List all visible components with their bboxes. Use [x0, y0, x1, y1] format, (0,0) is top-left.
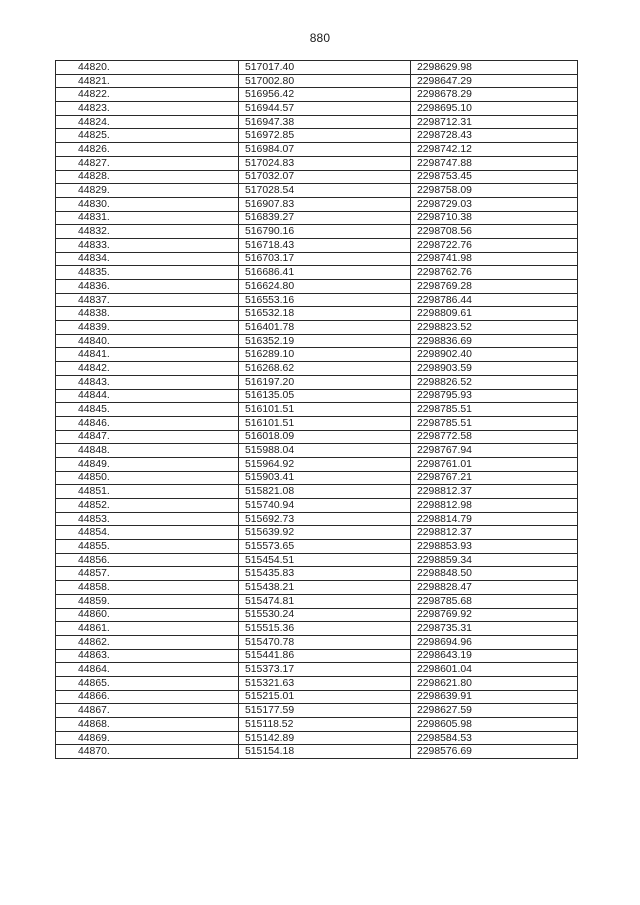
point-number-cell: 44836. — [56, 280, 239, 294]
point-number-cell: 44826. — [56, 143, 239, 157]
x-coordinate-cell: 515470.78 — [239, 635, 411, 649]
y-coordinate-cell: 2298853.93 — [411, 540, 578, 554]
table-row — [56, 526, 578, 540]
table-row — [56, 444, 578, 458]
x-coordinate-cell: 516289.10 — [239, 348, 411, 362]
table-row — [56, 129, 578, 143]
table-row — [56, 567, 578, 581]
x-coordinate-cell: 516553.16 — [239, 293, 411, 307]
table-row — [56, 293, 578, 307]
table-row — [56, 731, 578, 745]
x-coordinate-cell: 515988.04 — [239, 444, 411, 458]
x-coordinate-cell: 516018.09 — [239, 430, 411, 444]
y-coordinate-cell: 2298643.19 — [411, 649, 578, 663]
point-number-cell: 44847. — [56, 430, 239, 444]
y-coordinate-cell: 2298812.98 — [411, 499, 578, 513]
x-coordinate-cell: 516197.20 — [239, 375, 411, 389]
x-coordinate-cell: 516135.05 — [239, 389, 411, 403]
table-row — [56, 348, 578, 362]
point-number-cell: 44851. — [56, 485, 239, 499]
table-row — [56, 362, 578, 376]
x-coordinate-cell: 516268.62 — [239, 362, 411, 376]
point-number-cell: 44866. — [56, 690, 239, 704]
table-row — [56, 211, 578, 225]
x-coordinate-cell: 515821.08 — [239, 485, 411, 499]
x-coordinate-cell: 515474.81 — [239, 594, 411, 608]
y-coordinate-cell: 2298769.92 — [411, 608, 578, 622]
table-row — [56, 430, 578, 444]
table-row — [56, 485, 578, 499]
y-coordinate-cell: 2298772.58 — [411, 430, 578, 444]
point-number-cell: 44852. — [56, 499, 239, 513]
table-row — [56, 334, 578, 348]
y-coordinate-cell: 2298621.80 — [411, 676, 578, 690]
point-number-cell: 44868. — [56, 718, 239, 732]
x-coordinate-cell: 515142.89 — [239, 731, 411, 745]
point-number-cell: 44850. — [56, 471, 239, 485]
point-number-cell: 44859. — [56, 594, 239, 608]
table-row — [56, 540, 578, 554]
y-coordinate-cell: 2298767.21 — [411, 471, 578, 485]
point-number-cell: 44835. — [56, 266, 239, 280]
table-row — [56, 649, 578, 663]
x-coordinate-cell: 516352.19 — [239, 334, 411, 348]
y-coordinate-cell: 2298758.09 — [411, 184, 578, 198]
point-number-cell: 44870. — [56, 745, 239, 759]
coordinates-table-body — [56, 61, 578, 759]
point-number-cell: 44853. — [56, 512, 239, 526]
point-number-cell: 44821. — [56, 74, 239, 88]
table-row — [56, 745, 578, 759]
table-row — [56, 594, 578, 608]
point-number-cell: 44820. — [56, 61, 239, 75]
table-row — [56, 457, 578, 471]
point-number-cell: 44844. — [56, 389, 239, 403]
y-coordinate-cell: 2298722.76 — [411, 238, 578, 252]
point-number-cell: 44827. — [56, 156, 239, 170]
x-coordinate-cell: 516686.41 — [239, 266, 411, 280]
table-row — [56, 622, 578, 636]
y-coordinate-cell: 2298903.59 — [411, 362, 578, 376]
x-coordinate-cell: 515438.21 — [239, 581, 411, 595]
table-row — [56, 704, 578, 718]
y-coordinate-cell: 2298678.29 — [411, 88, 578, 102]
table-row — [56, 690, 578, 704]
y-coordinate-cell: 2298809.61 — [411, 307, 578, 321]
table-row — [56, 197, 578, 211]
y-coordinate-cell: 2298694.96 — [411, 635, 578, 649]
y-coordinate-cell: 2298761.01 — [411, 457, 578, 471]
table-row — [56, 718, 578, 732]
table-row — [56, 307, 578, 321]
table-row — [56, 61, 578, 75]
y-coordinate-cell: 2298902.40 — [411, 348, 578, 362]
point-number-cell: 44845. — [56, 403, 239, 417]
y-coordinate-cell: 2298814.79 — [411, 512, 578, 526]
x-coordinate-cell: 515573.65 — [239, 540, 411, 554]
x-coordinate-cell: 515530.24 — [239, 608, 411, 622]
y-coordinate-cell: 2298859.34 — [411, 553, 578, 567]
table-row — [56, 156, 578, 170]
y-coordinate-cell: 2298795.93 — [411, 389, 578, 403]
y-coordinate-cell: 2298728.43 — [411, 129, 578, 143]
x-coordinate-cell: 515154.18 — [239, 745, 411, 759]
x-coordinate-cell: 516972.85 — [239, 129, 411, 143]
point-number-cell: 44862. — [56, 635, 239, 649]
y-coordinate-cell: 2298785.68 — [411, 594, 578, 608]
point-number-cell: 44841. — [56, 348, 239, 362]
y-coordinate-cell: 2298826.52 — [411, 375, 578, 389]
y-coordinate-cell: 2298729.03 — [411, 197, 578, 211]
table-row — [56, 266, 578, 280]
y-coordinate-cell: 2298828.47 — [411, 581, 578, 595]
point-number-cell: 44825. — [56, 129, 239, 143]
x-coordinate-cell: 517017.40 — [239, 61, 411, 75]
x-coordinate-cell: 515903.41 — [239, 471, 411, 485]
y-coordinate-cell: 2298601.04 — [411, 663, 578, 677]
y-coordinate-cell: 2298708.56 — [411, 225, 578, 239]
point-number-cell: 44834. — [56, 252, 239, 266]
y-coordinate-cell: 2298629.98 — [411, 61, 578, 75]
x-coordinate-cell: 516839.27 — [239, 211, 411, 225]
x-coordinate-cell: 516101.51 — [239, 416, 411, 430]
y-coordinate-cell: 2298712.31 — [411, 115, 578, 129]
table-row — [56, 635, 578, 649]
point-number-cell: 44832. — [56, 225, 239, 239]
x-coordinate-cell: 515454.51 — [239, 553, 411, 567]
point-number-cell: 44831. — [56, 211, 239, 225]
page-number: 880 — [309, 31, 331, 45]
point-number-cell: 44861. — [56, 622, 239, 636]
table-row — [56, 238, 578, 252]
x-coordinate-cell: 516790.16 — [239, 225, 411, 239]
point-number-cell: 44837. — [56, 293, 239, 307]
y-coordinate-cell: 2298627.59 — [411, 704, 578, 718]
y-coordinate-cell: 2298812.37 — [411, 485, 578, 499]
point-number-cell: 44860. — [56, 608, 239, 622]
y-coordinate-cell: 2298785.51 — [411, 403, 578, 417]
x-coordinate-cell: 515639.92 — [239, 526, 411, 540]
table-row — [56, 663, 578, 677]
x-coordinate-cell: 516907.83 — [239, 197, 411, 211]
table-row — [56, 499, 578, 513]
table-row — [56, 676, 578, 690]
point-number-cell: 44830. — [56, 197, 239, 211]
y-coordinate-cell: 2298785.51 — [411, 416, 578, 430]
y-coordinate-cell: 2298767.94 — [411, 444, 578, 458]
point-number-cell: 44840. — [56, 334, 239, 348]
y-coordinate-cell: 2298584.53 — [411, 731, 578, 745]
y-coordinate-cell: 2298812.37 — [411, 526, 578, 540]
x-coordinate-cell: 516401.78 — [239, 321, 411, 335]
table-row — [56, 389, 578, 403]
x-coordinate-cell: 515964.92 — [239, 457, 411, 471]
table-row — [56, 375, 578, 389]
point-number-cell: 44842. — [56, 362, 239, 376]
y-coordinate-cell: 2298786.44 — [411, 293, 578, 307]
y-coordinate-cell: 2298762.76 — [411, 266, 578, 280]
table-row — [56, 143, 578, 157]
x-coordinate-cell: 515441.86 — [239, 649, 411, 663]
table-row — [56, 115, 578, 129]
table-row — [56, 102, 578, 116]
y-coordinate-cell: 2298710.38 — [411, 211, 578, 225]
coordinates-table — [55, 60, 578, 759]
table-row — [56, 512, 578, 526]
table-row — [56, 170, 578, 184]
x-coordinate-cell: 517032.07 — [239, 170, 411, 184]
point-number-cell: 44838. — [56, 307, 239, 321]
y-coordinate-cell: 2298769.28 — [411, 280, 578, 294]
x-coordinate-cell: 516624.80 — [239, 280, 411, 294]
point-number-cell: 44824. — [56, 115, 239, 129]
x-coordinate-cell: 515177.59 — [239, 704, 411, 718]
table-row — [56, 321, 578, 335]
point-number-cell: 44828. — [56, 170, 239, 184]
y-coordinate-cell: 2298695.10 — [411, 102, 578, 116]
y-coordinate-cell: 2298848.50 — [411, 567, 578, 581]
point-number-cell: 44843. — [56, 375, 239, 389]
point-number-cell: 44839. — [56, 321, 239, 335]
point-number-cell: 44863. — [56, 649, 239, 663]
x-coordinate-cell: 516944.57 — [239, 102, 411, 116]
x-coordinate-cell: 516532.18 — [239, 307, 411, 321]
x-coordinate-cell: 515740.94 — [239, 499, 411, 513]
y-coordinate-cell: 2298605.98 — [411, 718, 578, 732]
table-row — [56, 581, 578, 595]
x-coordinate-cell: 515515.36 — [239, 622, 411, 636]
y-coordinate-cell: 2298753.45 — [411, 170, 578, 184]
y-coordinate-cell: 2298576.69 — [411, 745, 578, 759]
point-number-cell: 44858. — [56, 581, 239, 595]
y-coordinate-cell: 2298639.91 — [411, 690, 578, 704]
table-row — [56, 252, 578, 266]
y-coordinate-cell: 2298741.98 — [411, 252, 578, 266]
x-coordinate-cell: 516956.42 — [239, 88, 411, 102]
point-number-cell: 44829. — [56, 184, 239, 198]
x-coordinate-cell: 516703.17 — [239, 252, 411, 266]
y-coordinate-cell: 2298735.31 — [411, 622, 578, 636]
x-coordinate-cell: 516947.38 — [239, 115, 411, 129]
point-number-cell: 44822. — [56, 88, 239, 102]
point-number-cell: 44854. — [56, 526, 239, 540]
x-coordinate-cell: 516101.51 — [239, 403, 411, 417]
point-number-cell: 44869. — [56, 731, 239, 745]
table-row — [56, 403, 578, 417]
x-coordinate-cell: 516984.07 — [239, 143, 411, 157]
table-row — [56, 416, 578, 430]
table-row — [56, 184, 578, 198]
table-row — [56, 74, 578, 88]
y-coordinate-cell: 2298823.52 — [411, 321, 578, 335]
x-coordinate-cell: 515321.63 — [239, 676, 411, 690]
x-coordinate-cell: 515373.17 — [239, 663, 411, 677]
y-coordinate-cell: 2298647.29 — [411, 74, 578, 88]
x-coordinate-cell: 517002.80 — [239, 74, 411, 88]
point-number-cell: 44867. — [56, 704, 239, 718]
table-row — [56, 280, 578, 294]
point-number-cell: 44865. — [56, 676, 239, 690]
y-coordinate-cell: 2298747.88 — [411, 156, 578, 170]
point-number-cell: 44823. — [56, 102, 239, 116]
point-number-cell: 44846. — [56, 416, 239, 430]
table-row — [56, 608, 578, 622]
table-row — [56, 553, 578, 567]
point-number-cell: 44857. — [56, 567, 239, 581]
y-coordinate-cell: 2298836.69 — [411, 334, 578, 348]
point-number-cell: 44833. — [56, 238, 239, 252]
point-number-cell: 44856. — [56, 553, 239, 567]
x-coordinate-cell: 515215.01 — [239, 690, 411, 704]
point-number-cell: 44849. — [56, 457, 239, 471]
x-coordinate-cell: 517024.83 — [239, 156, 411, 170]
point-number-cell: 44855. — [56, 540, 239, 554]
table-row — [56, 471, 578, 485]
x-coordinate-cell: 516718.43 — [239, 238, 411, 252]
table-row — [56, 225, 578, 239]
point-number-cell: 44864. — [56, 663, 239, 677]
table-row — [56, 88, 578, 102]
x-coordinate-cell: 515692.73 — [239, 512, 411, 526]
point-number-cell: 44848. — [56, 444, 239, 458]
y-coordinate-cell: 2298742.12 — [411, 143, 578, 157]
x-coordinate-cell: 517028.54 — [239, 184, 411, 198]
x-coordinate-cell: 515435.83 — [239, 567, 411, 581]
x-coordinate-cell: 515118.52 — [239, 718, 411, 732]
